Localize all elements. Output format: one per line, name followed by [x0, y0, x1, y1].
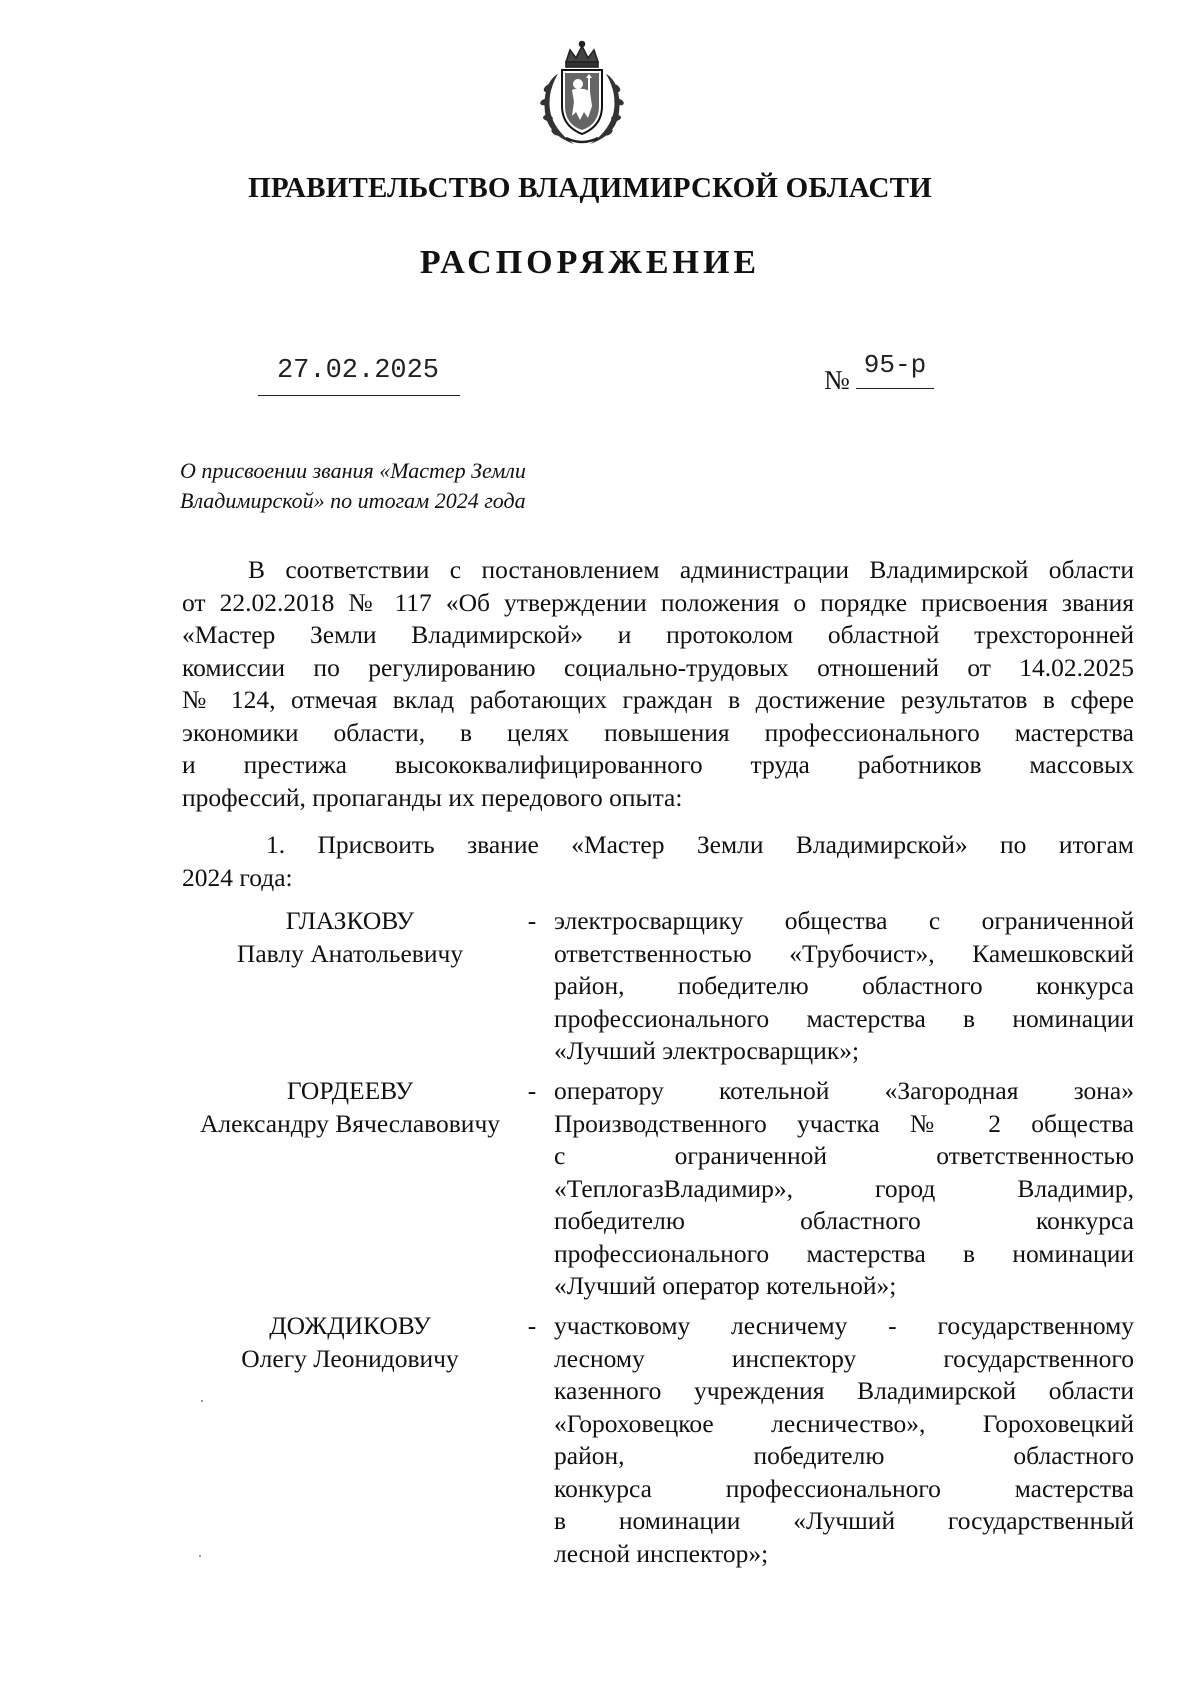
- description-line: ответственностью «Трубочист», Камешковский: [554, 938, 1134, 968]
- awardee-surname: ДОЖДИКОВУ: [269, 1311, 431, 1340]
- item-1-first-line: [182, 829, 1134, 862]
- description-line: «Лучший оператор котельной»;: [554, 1271, 897, 1300]
- entry-dash: -: [527, 1311, 537, 1340]
- item-number: 1.: [266, 830, 286, 859]
- preamble-paragraph: [182, 554, 1134, 814]
- description-line: с ограниченной ответственностью: [554, 1141, 1134, 1170]
- preamble-line: В соответствии с постановлением администрации Владимирской области: [248, 555, 1134, 584]
- document-date: 27.02.2025: [276, 356, 440, 386]
- description-line: победителю областного конкурса: [554, 1206, 1134, 1235]
- subject-line: Владимирской» по итогам 2024 года: [180, 488, 526, 513]
- description-line: профессионального мастерства в номинации: [554, 1238, 1134, 1268]
- description-line: в номинации «Лучший государственный: [554, 1506, 1134, 1535]
- government-name: ПРАВИТЕЛЬСТВО ВЛАДИМИРСКОЙ ОБЛАСТИ: [248, 172, 932, 204]
- awardee-name: [170, 1310, 530, 1375]
- date-underline: [258, 395, 460, 396]
- awardee-description: [554, 905, 1134, 1068]
- preamble-line: профессий, пропаганды их передового опыта:: [182, 782, 683, 812]
- preamble-line: экономики области, в целях повышения профессионального мастерства: [182, 717, 1134, 747]
- entry-dash: -: [527, 906, 537, 935]
- item-word: звание: [467, 830, 539, 859]
- preamble-line: и престижа высококвалифицированного труда работников массовых: [182, 750, 1134, 779]
- description-line: электросварщику общества с ограниченной: [554, 906, 1134, 935]
- description-line: конкурса профессионального мастерства: [554, 1473, 1134, 1503]
- item-word: по: [1000, 830, 1027, 859]
- preamble-line: комиссии по регулированию социально-трудовых отношений от 14.02.2025: [182, 652, 1134, 682]
- preamble-line: № 124, отмечая вклад работающих граждан в достижение результатов в сфере: [182, 685, 1134, 714]
- preamble-line: «Мастер Земли Владимирской» и протоколом областной трехсторонней: [182, 620, 1134, 649]
- awardee-given-name: Павлу Анатольевичу: [236, 938, 464, 968]
- document-number: 95-р: [863, 350, 927, 380]
- description-line: профессионального мастерства в номинации: [554, 1003, 1134, 1033]
- description-line: «Гороховецкое лесничество», Гороховецкий: [554, 1408, 1134, 1438]
- entry-dash: -: [527, 1076, 537, 1105]
- scan-speck: [199, 1555, 201, 1557]
- item-word: «Мастер: [571, 830, 665, 859]
- item-word: Владимирской»: [795, 830, 968, 859]
- description-line: участковому лесничему - государственному: [554, 1311, 1134, 1340]
- description-line: лесному инспектору государственного: [554, 1343, 1134, 1373]
- awardee-description: [554, 1075, 1134, 1303]
- description-line: «ТеплогазВладимир», город Владимир,: [554, 1173, 1134, 1203]
- item-word: Присвоить: [317, 830, 435, 859]
- preamble-line: от 22.02.2018 № 117 «Об утверждении положения о порядке присвоения звания: [182, 587, 1134, 617]
- number-sign: №: [824, 365, 850, 395]
- item-word: Земли: [696, 830, 764, 859]
- item-1-second-line: 2024 года:: [182, 862, 293, 892]
- subject-line: О присвоении звания «Мастер Земли: [180, 458, 526, 483]
- awardee-given-name: Александру Вячеславовичу: [199, 1108, 501, 1138]
- awardee-surname: ГОРДЕЕВУ: [286, 1076, 414, 1105]
- description-line: лесной инспектор»;: [554, 1538, 769, 1568]
- awardee-given-name: Олегу Леонидовичу: [241, 1343, 459, 1373]
- document-type-title: РАСПОРЯЖЕНИЕ: [419, 244, 761, 281]
- awardee-name: [170, 1075, 530, 1140]
- description-line: «Лучший электросварщик»;: [554, 1036, 860, 1065]
- awardee-name: [170, 905, 530, 970]
- item-1: [182, 829, 1134, 894]
- item-word: итогам: [1058, 830, 1134, 859]
- scan-speck: [201, 1400, 203, 1402]
- awardee-description: [554, 1310, 1134, 1570]
- number-underline: [856, 388, 934, 389]
- awardee-surname: ГЛАЗКОВУ: [285, 906, 415, 935]
- description-line: район, победителю областного конкурса: [554, 971, 1134, 1000]
- description-line: район, победителю областного: [554, 1441, 1134, 1470]
- vladimir-region-coat-of-arms-icon: [536, 40, 628, 148]
- description-line: Производственного участка № 2 общества: [554, 1108, 1134, 1138]
- document-subject: [180, 456, 640, 516]
- description-line: казенного учреждения Владимирской области: [554, 1376, 1134, 1405]
- description-line: оператору котельной «Загородная зона»: [554, 1076, 1134, 1105]
